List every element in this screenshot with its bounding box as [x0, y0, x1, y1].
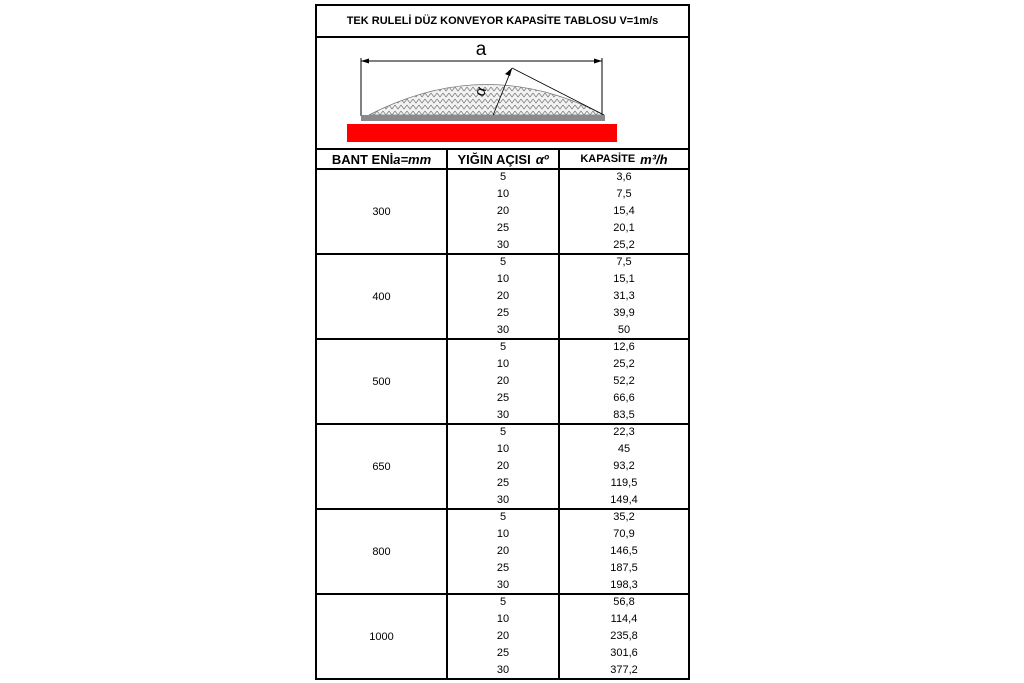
pile-angle-cell: 30 — [496, 409, 510, 421]
column-divider — [558, 255, 560, 338]
pile-angle-cell: 30 — [496, 579, 510, 591]
pile-angle-cell: 5 — [499, 171, 507, 183]
capacity-cell: 93,2 — [613, 460, 635, 472]
belt-width-cell: 400 — [372, 290, 391, 303]
belt-width-cell: 800 — [372, 545, 391, 558]
belt-width-cell: 650 — [372, 460, 391, 473]
capacity-cell: 25,2 — [613, 358, 635, 370]
capacity-sheet — [315, 4, 690, 680]
header-pile-angle-unit: αº — [535, 151, 549, 167]
capacity-cell: 198,3 — [610, 579, 638, 591]
table-row-group — [317, 170, 688, 255]
capacity-cell: 45 — [617, 443, 631, 455]
pile-angle-cell: 10 — [496, 273, 510, 285]
capacity-cell: 15,1 — [613, 273, 635, 285]
column-divider — [446, 170, 448, 253]
capacity-cell: 83,5 — [613, 409, 635, 421]
table-title: TEK RULELİ DÜZ KONVEYOR KAPASİTE TABLOSU V=1m/s — [317, 6, 688, 38]
pile-angle-cell: 20 — [496, 630, 510, 642]
column-divider — [558, 170, 560, 253]
pile-angle-cell: 5 — [499, 511, 507, 523]
pile-angle-cell: 10 — [496, 613, 510, 625]
capacity-cell: 3,6 — [616, 171, 632, 183]
pile-angle-cell: 20 — [496, 460, 510, 472]
capacity-cell: 146,5 — [610, 545, 638, 557]
capacity-cell: 15,4 — [613, 205, 635, 217]
capacity-cell: 377,2 — [610, 664, 638, 676]
header-pile-angle — [448, 150, 558, 168]
pile-angle-cell: 30 — [496, 664, 510, 676]
pile-angle-cell: 20 — [496, 545, 510, 557]
pile-angle-cell: 10 — [496, 443, 510, 455]
pile-angle-cell: 10 — [496, 358, 510, 370]
pile-angle-cell: 25 — [496, 477, 510, 489]
header-capacity-unit: m³/h — [640, 151, 668, 167]
belt-width-cell: 500 — [372, 375, 391, 388]
dimension-label-a: a — [475, 39, 487, 60]
header-capacity — [560, 150, 688, 168]
header-belt-width-unit: a=mm — [393, 151, 432, 167]
column-divider — [558, 510, 560, 593]
pile-angle-cell: 20 — [496, 205, 510, 217]
capacity-cell: 149,4 — [610, 494, 638, 506]
capacity-cell: 114,4 — [610, 613, 638, 625]
column-divider — [558, 425, 560, 508]
capacity-cell: 7,5 — [616, 188, 632, 200]
table-row-group — [317, 340, 688, 425]
capacity-cell: 301,6 — [610, 647, 638, 659]
table-row-group — [317, 255, 688, 340]
pile-angle-cell: 20 — [496, 375, 510, 387]
table-row-group — [317, 510, 688, 595]
pile-angle-cell: 30 — [496, 239, 510, 251]
pile-angle-cell: 25 — [496, 647, 510, 659]
capacity-cell: 187,5 — [610, 562, 638, 574]
column-divider — [558, 595, 560, 680]
dimension-arrow-left — [361, 59, 369, 64]
pile-angle-cell: 5 — [499, 596, 507, 608]
steel-plate — [361, 115, 605, 121]
column-divider — [446, 425, 448, 508]
pile-angle-cell: 25 — [496, 392, 510, 404]
pile-angle-cell: 25 — [496, 562, 510, 574]
table-header-row — [317, 150, 688, 170]
pile-angle-cell: 25 — [496, 307, 510, 319]
angle-arrow — [505, 68, 512, 76]
table-row-group — [317, 595, 688, 680]
conveyor-diagram-svg — [317, 38, 688, 148]
pile-angle-cell: 5 — [499, 426, 507, 438]
capacity-cell: 39,9 — [613, 307, 635, 319]
pile-angle-cell: 30 — [496, 494, 510, 506]
capacity-cell: 22,3 — [613, 426, 635, 438]
dimension-arrow-right — [594, 59, 602, 64]
header-capacity-label: KAPASİTE — [580, 153, 636, 165]
pile-angle-cell: 20 — [496, 290, 510, 302]
belt-width-cell: 300 — [372, 205, 391, 218]
capacity-cell: 52,2 — [613, 375, 635, 387]
pile-angle-cell: 5 — [499, 341, 507, 353]
header-pile-angle-label: YIĞIN AÇISI — [457, 151, 531, 167]
header-belt-width — [317, 150, 446, 168]
header-divider — [558, 150, 560, 168]
pile-angle-cell: 5 — [499, 256, 507, 268]
capacity-cell: 35,2 — [613, 511, 635, 523]
pile-angle-cell: 10 — [496, 188, 510, 200]
header-belt-width-label: BANT ENİ — [331, 151, 394, 167]
pile-angle-cell: 10 — [496, 528, 510, 540]
table-row-group — [317, 425, 688, 510]
capacity-cell: 25,2 — [613, 239, 635, 251]
capacity-cell: 119,5 — [610, 477, 638, 489]
pile-angle-cell: 25 — [496, 222, 510, 234]
conveyor-belt — [347, 124, 617, 142]
column-divider — [446, 510, 448, 593]
capacity-cell: 66,6 — [613, 392, 635, 404]
column-divider — [446, 595, 448, 680]
capacity-cell: 50 — [617, 324, 631, 336]
header-divider — [446, 150, 448, 168]
capacity-cell: 31,3 — [613, 290, 635, 302]
angle-label-alpha: α — [471, 84, 491, 99]
column-divider — [558, 340, 560, 423]
capacity-cell: 12,6 — [613, 341, 635, 353]
capacity-cell: 20,1 — [613, 222, 635, 234]
capacity-cell: 56,8 — [613, 596, 635, 608]
capacity-cell: 7,5 — [616, 256, 632, 268]
column-divider — [446, 255, 448, 338]
pile-angle-cell: 30 — [496, 324, 510, 336]
capacity-cell: 235,8 — [610, 630, 638, 642]
capacity-cell: 70,9 — [613, 528, 635, 540]
column-divider — [446, 340, 448, 423]
belt-width-cell: 1000 — [369, 630, 394, 643]
conveyor-diagram — [317, 38, 688, 150]
